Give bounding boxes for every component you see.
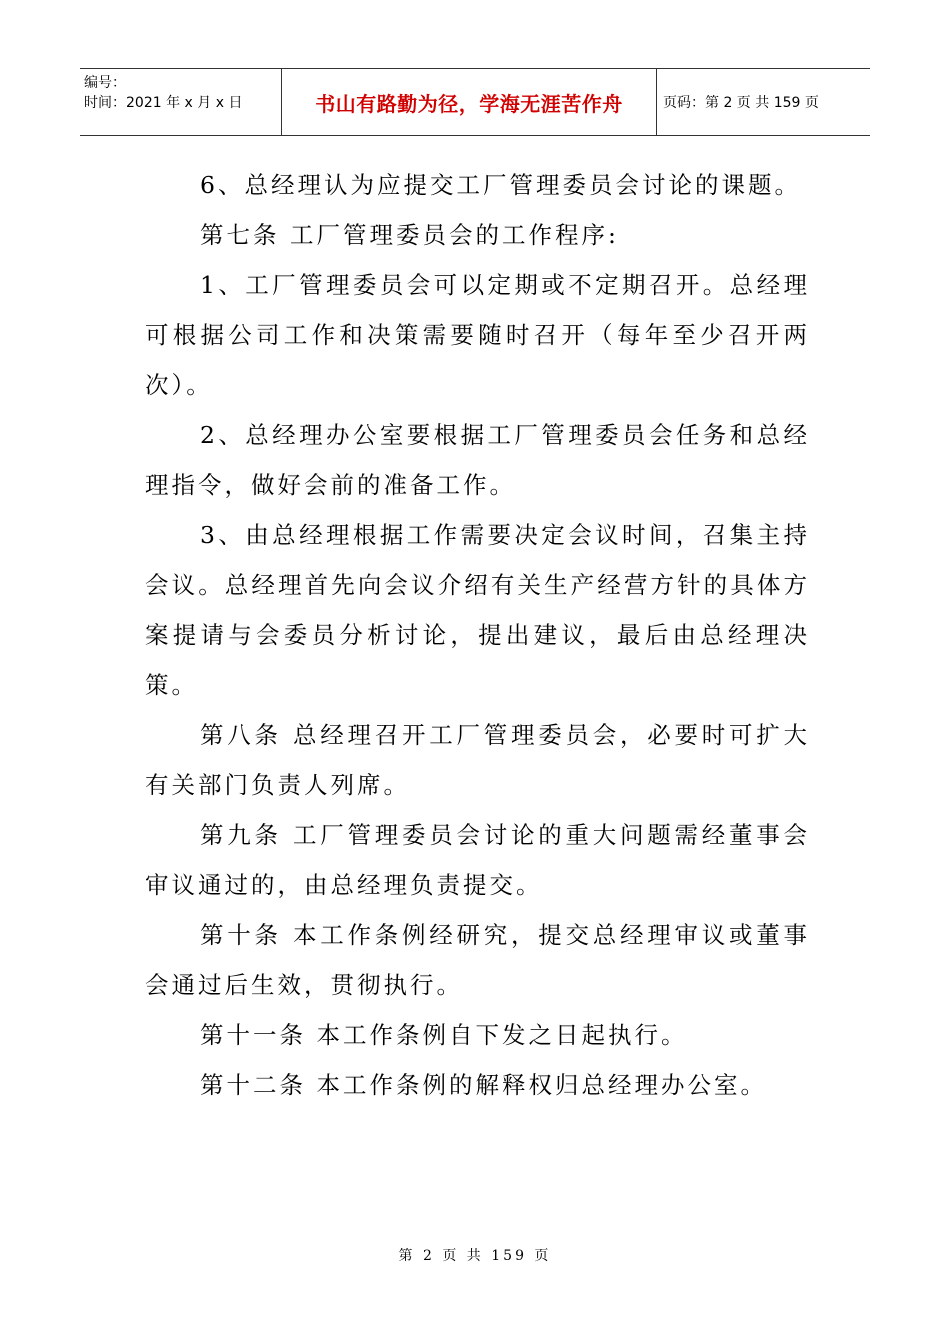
header-motto: 书山有路勤为径，学海无涯苦作舟 [282, 69, 657, 135]
paragraph: 第九条 工厂管理委员会讨论的重大问题需经董事会审议通过的，由总经理负责提交。 [145, 821, 810, 899]
paragraph: 1、工厂管理委员会可以定期或不定期召开。总经理可根据公司工作和决策需要随时召开（每年至少召开两次）。 [145, 271, 810, 399]
paragraph: 3、由总经理根据工作需要决定会议时间，召集主持会议。总经理首先向会议介绍有关生产经营方针的具体方案提请与会委员分析讨论，提出建议，最后由总经理决策。 [145, 521, 810, 699]
paragraph: 6、总经理认为应提交工厂管理委员会讨论的课题。 [200, 171, 801, 199]
page-footer: 第 2 页 共 159 页 [398, 1248, 552, 1264]
document-number-label: 编号： [84, 75, 126, 91]
paragraph: 第十二条 本工作条例的解释权归总经理办公室。 [200, 1071, 767, 1099]
document-body [145, 160, 810, 1110]
header-page-number: 页码：第 2 页 共 159 页 [663, 95, 819, 111]
paragraph: 第十条 本工作条例经研究，提交总经理审议或董事会通过后生效，贯彻执行。 [145, 921, 810, 999]
header-meta-cell [80, 69, 282, 135]
page-header [80, 68, 870, 136]
paragraph: 2、总经理办公室要根据工厂管理委员会任务和总经理指令，做好会前的准备工作。 [145, 421, 810, 499]
paragraph: 第七条 工厂管理委员会的工作程序: [200, 221, 619, 249]
document-date-label: 时间：2021 年 x 月 x 日 [84, 95, 243, 111]
paragraph: 第十一条 本工作条例自下发之日起执行。 [200, 1021, 688, 1049]
paragraph: 第八条 总经理召开工厂管理委员会，必要时可扩大有关部门负责人列席。 [145, 721, 810, 799]
